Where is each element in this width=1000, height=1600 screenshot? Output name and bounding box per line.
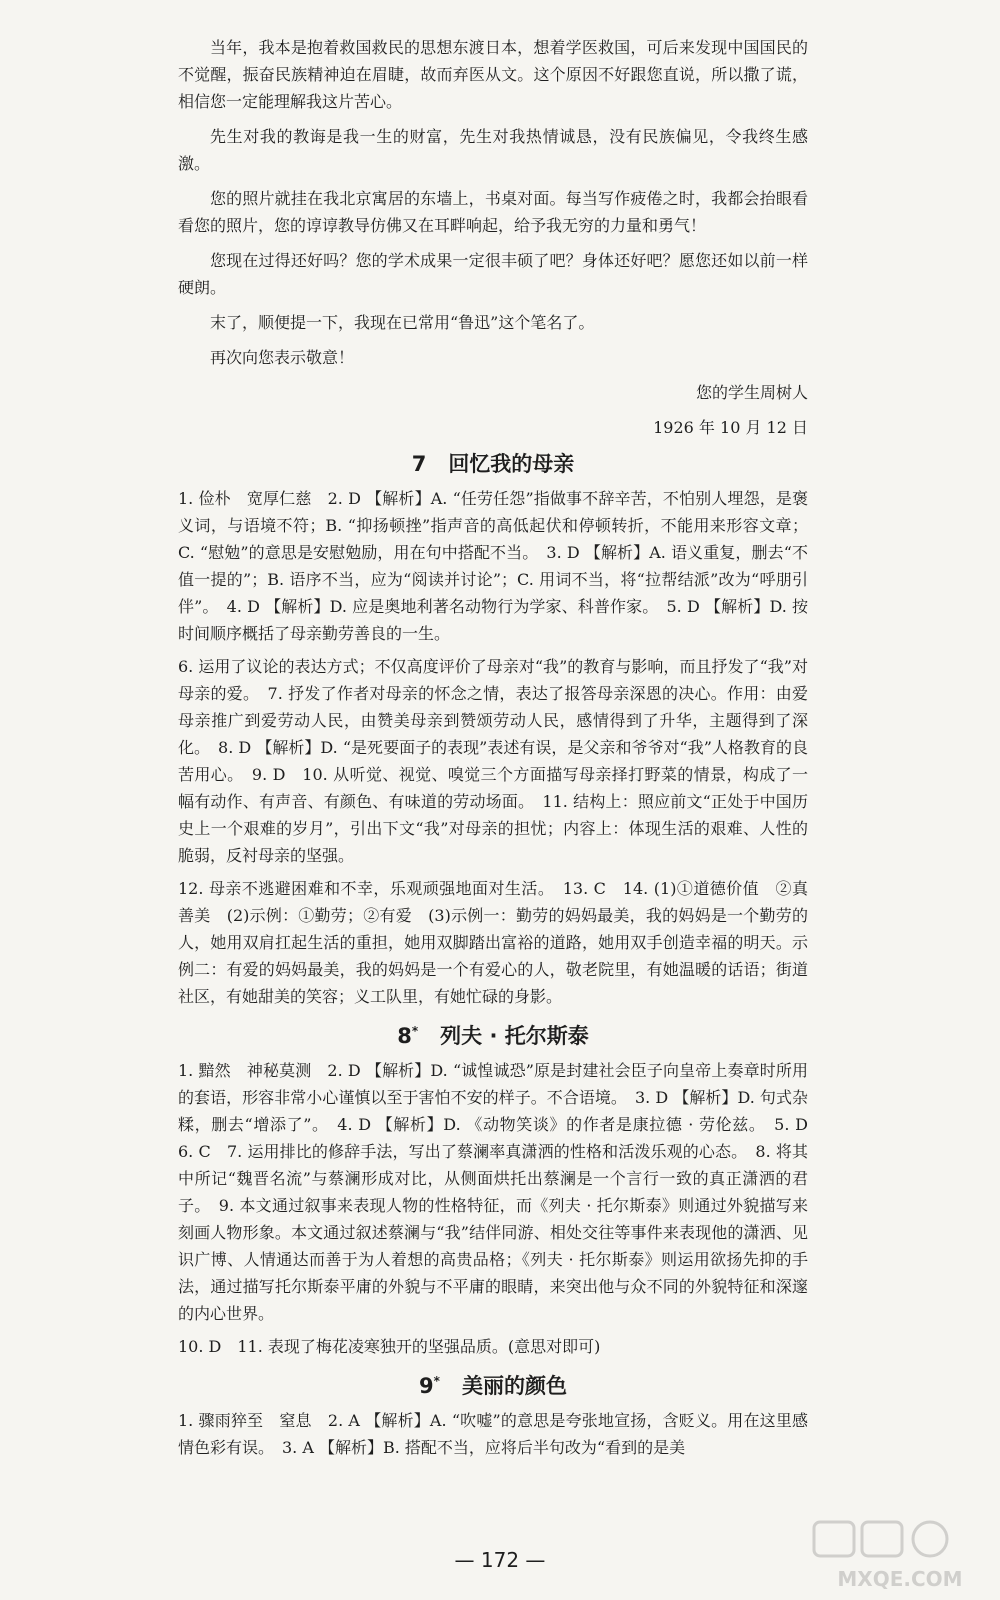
section-title: 列夫 · 托尔斯泰 [440, 1024, 589, 1048]
watermark-logo-icon [810, 1516, 990, 1596]
section-heading [178, 1016, 808, 1051]
section-heading [178, 1366, 808, 1401]
page-number: — 172 — [454, 1548, 546, 1572]
section-title: 回忆我的母亲 [448, 452, 575, 476]
letter-paragraph: 先生对我的教诲是我一生的财富，先生对我热情诚恳，没有民族偏见，令我终生感激。 [178, 127, 808, 173]
answer-block: 10. D 11. 表现了梅花凌寒独开的坚强品质。(意思对即可) [178, 1337, 601, 1356]
answer-block: 1. 骤雨猝至 窒息 2. A 【解析】A. “吹嘘”的意思是夸张地宣扬，含贬义。用在这里感情色彩有误。 3. A 【解析】B. 搭配不当，应将后半句改为“看到的是美 [178, 1411, 808, 1457]
section-number: 7 [411, 452, 427, 476]
answer-block: 6. 运用了议论的表达方式；不仅高度评价了母亲对“我”的教育与影响，而且抒发了“我”对母亲的爱。 7. 抒发了作者对母亲的怀念之情，表达了报答母亲深恩的决心。作用：由爱母亲推广到爱劳动人民，由赞美母亲到赞颂劳动人民，感情得到了升华，主题得到了深化。 8. D 【解析】D. “是死要面子的表现”表述有误，是父亲和爷爷对“我”人格教育的良苦用心。 9. D 10. 从听觉、视觉、嗅觉三个方面描写母亲择打野菜的情景，构成了一幅有动作、有声音、有颜色、有味道的劳动场面。 11. 结构上：照应前文“正处于中国历史上一个艰难的岁月”，引出下文“我”对母亲的担忧；内容上：体现生活的艰难、人性的脆弱，反衬母亲的坚强。 [178, 657, 808, 865]
letter-paragraph: 当年，我本是抱着救国救民的思想东渡日本，想着学医救国，可后来发现中国国民的不觉醒，振奋民族精神迫在眉睫，故而弃医从文。这个原因不好跟您直说，所以撒了谎，相信您一定能理解我这片苦心。 [178, 38, 808, 111]
section-number: 8 [397, 1024, 412, 1048]
section-7 [178, 449, 808, 1010]
letter-signer: 您的学生周树人 [695, 383, 808, 402]
answer-block: 1. 黯然 神秘莫测 2. D 【解析】D. “诚惶诚恐”原是封建社会臣子向皇帝上奏章时所用的套语，形容非常小心谨慎以至于害怕不安的样子。不合语境。 3. D 【解析】D. 句式杂糅，删去“增添了”。 4. D 【解析】D. 《动物笑谈》的作者是康拉德 · 劳伦兹。 5. D 6. C 7. 运用排比的修辞手法，写出了蔡澜率真潇洒的性格和活泼乐观的心态。 8. 将其中所记“魏晋名流”与蔡澜形成对比，从侧面烘托出蔡澜是一个言行一致的真正潇洒的君子。 9. 本文通过叙事来表现人物的性格特征，而《列夫 · 托尔斯泰》则通过外貌描写来刻画人物形象。本文通过叙述蔡澜与“我”结伴同游、相处交往等事件来表现他的潇洒、见识广博、人情通达而善于为人着想的高贵品格；《列夫 · 托尔斯泰》则运用欲扬先抑的手法，通过描写托尔斯泰平庸的外貌与不平庸的眼睛，来突出他与众不同的外貌特征和深邃的内心世界。 [178, 1061, 825, 1323]
letter-paragraph: 您现在过得还好吗？您的学术成果一定很丰硕了吧？身体还好吧？愿您还如以前一样硬朗。 [178, 251, 808, 297]
letter-paragraph: 再次向您表示敬意！ [210, 348, 355, 367]
letter-paragraph: 您的照片就挂在我北京寓居的东墙上，书桌对面。每当写作疲倦之时，我都会抬眼看看您的照片，您的谆谆教导仿佛又在耳畔响起，给予我无穷的力量和勇气！ [178, 189, 808, 235]
section-8 [178, 1016, 825, 1360]
section-title: 美丽的颜色 [461, 1374, 567, 1398]
watermark-text: MXQE.COM [837, 1567, 963, 1591]
page-content [178, 34, 825, 1467]
letter-date: 1926 年 10 月 12 日 [653, 418, 808, 437]
answer-block: 12. 母亲不逃避困难和不幸，乐观顽强地面对生活。 13. C 14. (1)①道德价值 ②真善美 (2)示例：①勤劳；②有爱 (3)示例一：勤劳的妈妈最美，我的妈妈是一个勤劳的人，她用双肩扛起生活的重担，她用双脚踏出富裕的道路，她用双手创造幸福的明天。示例二：有爱的妈妈最美，我的妈妈是一个有爱心的人，敬老院里，有她温暖的话语；街道社区，有她甜美的笑容；义工队里，有她忙碌的身影。 [178, 879, 808, 1006]
section-number: 9 [419, 1374, 434, 1398]
letter-paragraph: 末了，顺便提一下，我现在已常用“鲁迅”这个笔名了。 [210, 313, 595, 332]
section-heading [178, 449, 808, 479]
answer-block: 1. 俭朴 宽厚仁慈 2. D 【解析】A. “任劳任怨”指做事不辞辛苦，不怕别人埋怨，是褒义词，与语境不符；B. “抑扬顿挫”指声音的高低起伏和停顿转折，不能用来形容文章；C. “慰勉”的意思是安慰勉励，用在句中搭配不当。 3. D 【解析】A. 语义重复，删去“不值一提的”；B. 语序不当，应为“阅读并讨论”；C. 用词不当，将“拉帮结派”改为“呼朋引伴”。 4. D 【解析】D. 应是奥地利著名动物行为学家、科普作家。 5. D 【解析】D. 按时间顺序概括了母亲勤劳善良的一生。 [178, 489, 808, 643]
section-9 [178, 1366, 808, 1461]
letter-section [178, 34, 808, 441]
section-star: * [433, 1374, 440, 1388]
section-star: * [411, 1024, 419, 1038]
